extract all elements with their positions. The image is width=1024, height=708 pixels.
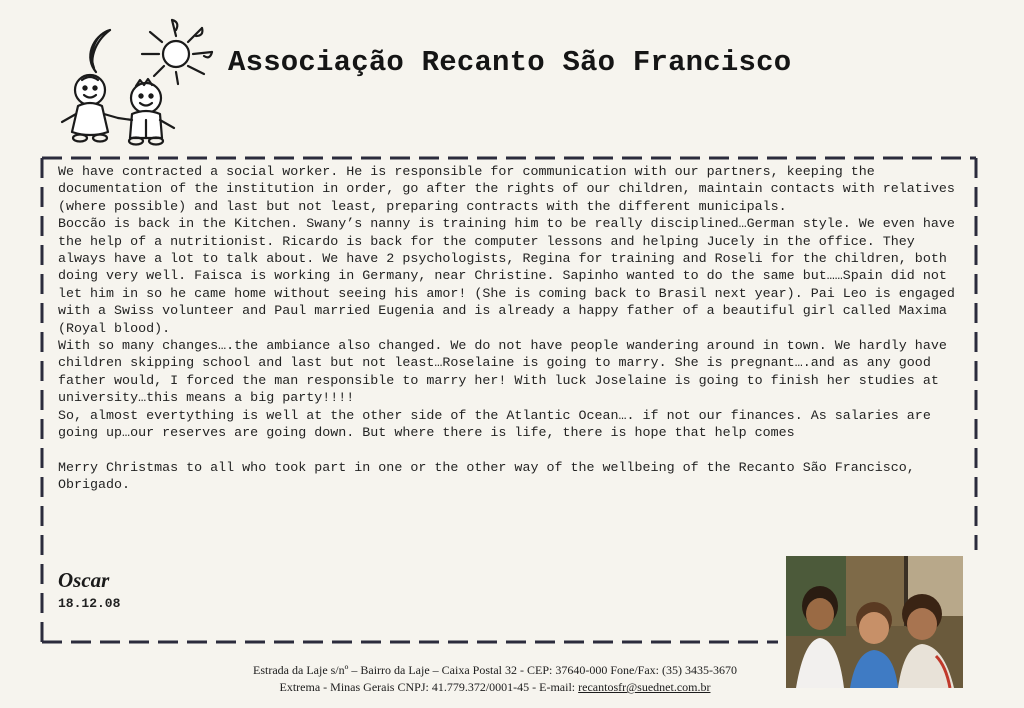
letter-body — [58, 164, 968, 495]
letter-date: 18.12.08 — [58, 596, 121, 611]
paragraph-christmas-greeting: Merry Christmas to all who took part in one or the other way of the wellbeing of the Recanto São Francisco, Obrigado. — [58, 460, 923, 494]
paragraph-kitchen-news: Boccão is back in the Kitchen. Swany’s nanny is training him to be really disciplined…German style. We even have the help of a nutritionist. Ricardo is back for the computer lessons and helping Jucely in the office. They always have a lot to talk about. We have 2 psychologists, Regina for training and Roseli for the children, both doing very well. Faisca is working in Germany, near Christine. Sapinho wanted to do the same but……Spain did not let him in so he came home without seeing his amor! (She is coming back to Brasil next year). Pai Leo is engaged with a Swiss volunteer and Paul married Eugenia and is already a happy father of a beautiful girl called Maxima (Royal blood). — [58, 217, 963, 337]
signature: Oscar — [58, 568, 110, 592]
children-photo — [786, 556, 963, 688]
organization-title: Associação Recanto São Francisco — [228, 46, 792, 79]
paragraph-changes: With so many changes….the ambiance also changed. We do not have people wandering around in town. We hardly have children skipping school and last but not least…Roselaine is going to marry. She is pregnant….and as any good father would, I forced the man responsible to marry her! With luck Joselaine is going to finish her studies at university…this means a big party!!!! — [58, 339, 955, 407]
footer-contact-line — [200, 679, 790, 696]
address-footer — [200, 662, 790, 696]
footer-cnpj: Extrema - Minas Gerais CNPJ: 41.779.372/0001-45 - E-mail: — [279, 680, 579, 694]
footer-address-line: Estrada da Laje s/nº – Bairro da Laje – Caixa Postal 32 - CEP: 37640-000 Fone/Fax: (35) 3435-3670 — [253, 663, 737, 677]
email-link[interactable]: recantosfr@suednet.com.br — [578, 680, 711, 694]
paragraph-finances: So, almost evertything is well at the other side of the Atlantic Ocean…. if not our finances. As salaries are going up…our reserves are going down. But where there is life, there is hope that help comes — [58, 408, 939, 442]
paragraph-social-worker: We have contracted a social worker. He is responsible for communication with our partners, keeping the documentation of the institution in order, go after the rights of our children, maintain contacts with relatives (where possible) and last but not least, preparing contracts with the different municipals. — [58, 165, 963, 215]
moon-and-sun-children-icon — [52, 14, 224, 152]
